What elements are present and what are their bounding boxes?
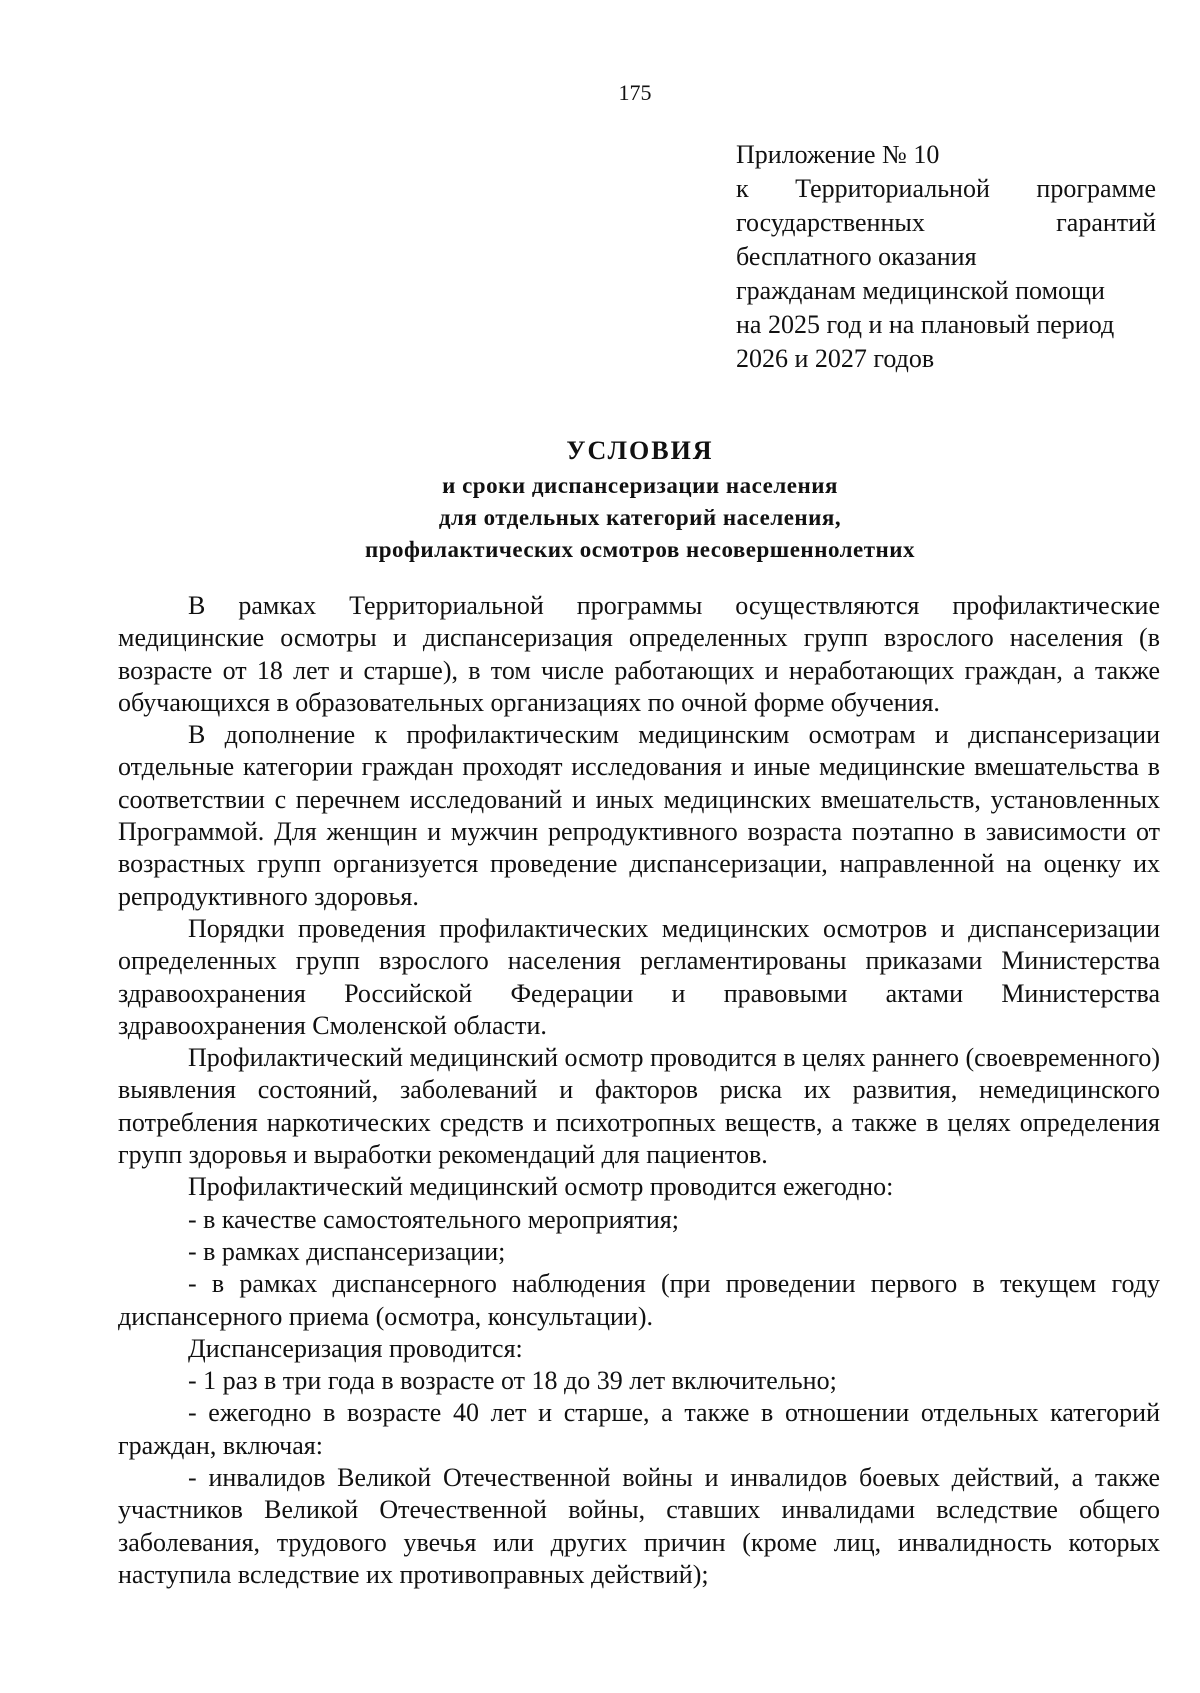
appendix-line-4: бесплатного оказания <box>736 242 977 271</box>
appendix-line-7: 2026 и 2027 годов <box>736 344 935 373</box>
paragraph: Порядки проведения профилактических медицинских осмотров и диспансеризации определенных групп взрослого населения регламентированы приказами Министерства здравоохранения Российской Федерации и правовыми актами Министерства здравоохранения Смоленской области. <box>118 913 1160 1040</box>
appendix-line-2-word-1: к <box>736 174 749 203</box>
paragraph: В рамках Территориальной программы осуществляются профилактические медицинские осмотры и диспансеризация определенных групп взрослого населения (в возрасте от 18 лет и старше), в том числе работающих и неработающих граждан, а также обучающихся в образовательных организациях по очной форме обучения. <box>118 591 1160 717</box>
document-body <box>118 590 1160 1591</box>
paragraph: Профилактический медицинский осмотр проводится в целях раннего (своевременного) выявления состояний, заболеваний и факторов риска их развития, немедицинского потребления наркотических средств и психотропных веществ, а также в целях определения групп здоровья и выработки рекомендаций для пациентов. <box>118 1043 1160 1170</box>
paragraph: В дополнение к профилактическим медицинским осмотрам и диспансеризации отдельные категории граждан проходят исследования и иные медицинские вмешательства в соответствии с перечнем исследований и иных медицинских вмешательств, установленных Программой. Для женщин и мужчин репродуктивного возраста поэтапно в зависимости от возрастных групп организуется проведение диспансеризации, направленной на оценку их репродуктивного здоровья. <box>118 720 1160 911</box>
title-sub-1: и сроки диспансеризации населения <box>442 473 838 498</box>
title-sub-2: для отдельных категорий населения, <box>438 505 842 530</box>
page-number: 175 <box>618 80 652 105</box>
appendix-line-2-word-3: программе <box>1036 174 1156 203</box>
title-sub-3: профилактических осмотров несовершеннолетних <box>364 537 916 562</box>
list-item: - в рамках диспансерного наблюдения (при проведении первого в текущем году диспансерного приема (осмотра, консультации). <box>118 1269 1160 1331</box>
list-item: - ежегодно в возрасте 40 лет и старше, а также в отношении отдельных категорий граждан, включая: <box>118 1398 1160 1460</box>
appendix-line-6: на 2025 год и на плановый период <box>736 310 1115 339</box>
appendix-line-3-word-1: государственных <box>736 208 925 237</box>
appendix-line-2-word-2: Территориальной <box>795 174 990 203</box>
list-item: - 1 раз в три года в возрасте от 18 до 39 лет включительно; <box>188 1366 837 1396</box>
appendix-line-1: Приложение № 10 <box>736 140 940 169</box>
list-item: - инвалидов Великой Отечественной войны и инвалидов боевых действий, а также участников Великой Отечественной войны, ставших инвалидами вследствие общего заболевания, трудового увечья или других причин (кроме лиц, инвалидность которых наступила вследствие их противоправных действий); <box>118 1463 1160 1589</box>
appendix-line-3 <box>736 206 1156 240</box>
list-item: - в рамках диспансеризации; <box>188 1236 506 1266</box>
appendix-line-5: гражданам медицинской помощи <box>736 276 1105 305</box>
list-item: - в качестве самостоятельного мероприятия; <box>188 1204 679 1234</box>
paragraph: Профилактический медицинский осмотр проводится ежегодно: <box>188 1172 894 1202</box>
appendix-block <box>736 138 1156 376</box>
document-title <box>120 432 1160 566</box>
paragraph: Диспансеризация проводится: <box>188 1333 523 1363</box>
appendix-line-2 <box>736 172 1156 206</box>
appendix-line-3-word-2: гарантий <box>1056 208 1156 237</box>
title-main: УСЛОВИЯ <box>566 436 714 465</box>
